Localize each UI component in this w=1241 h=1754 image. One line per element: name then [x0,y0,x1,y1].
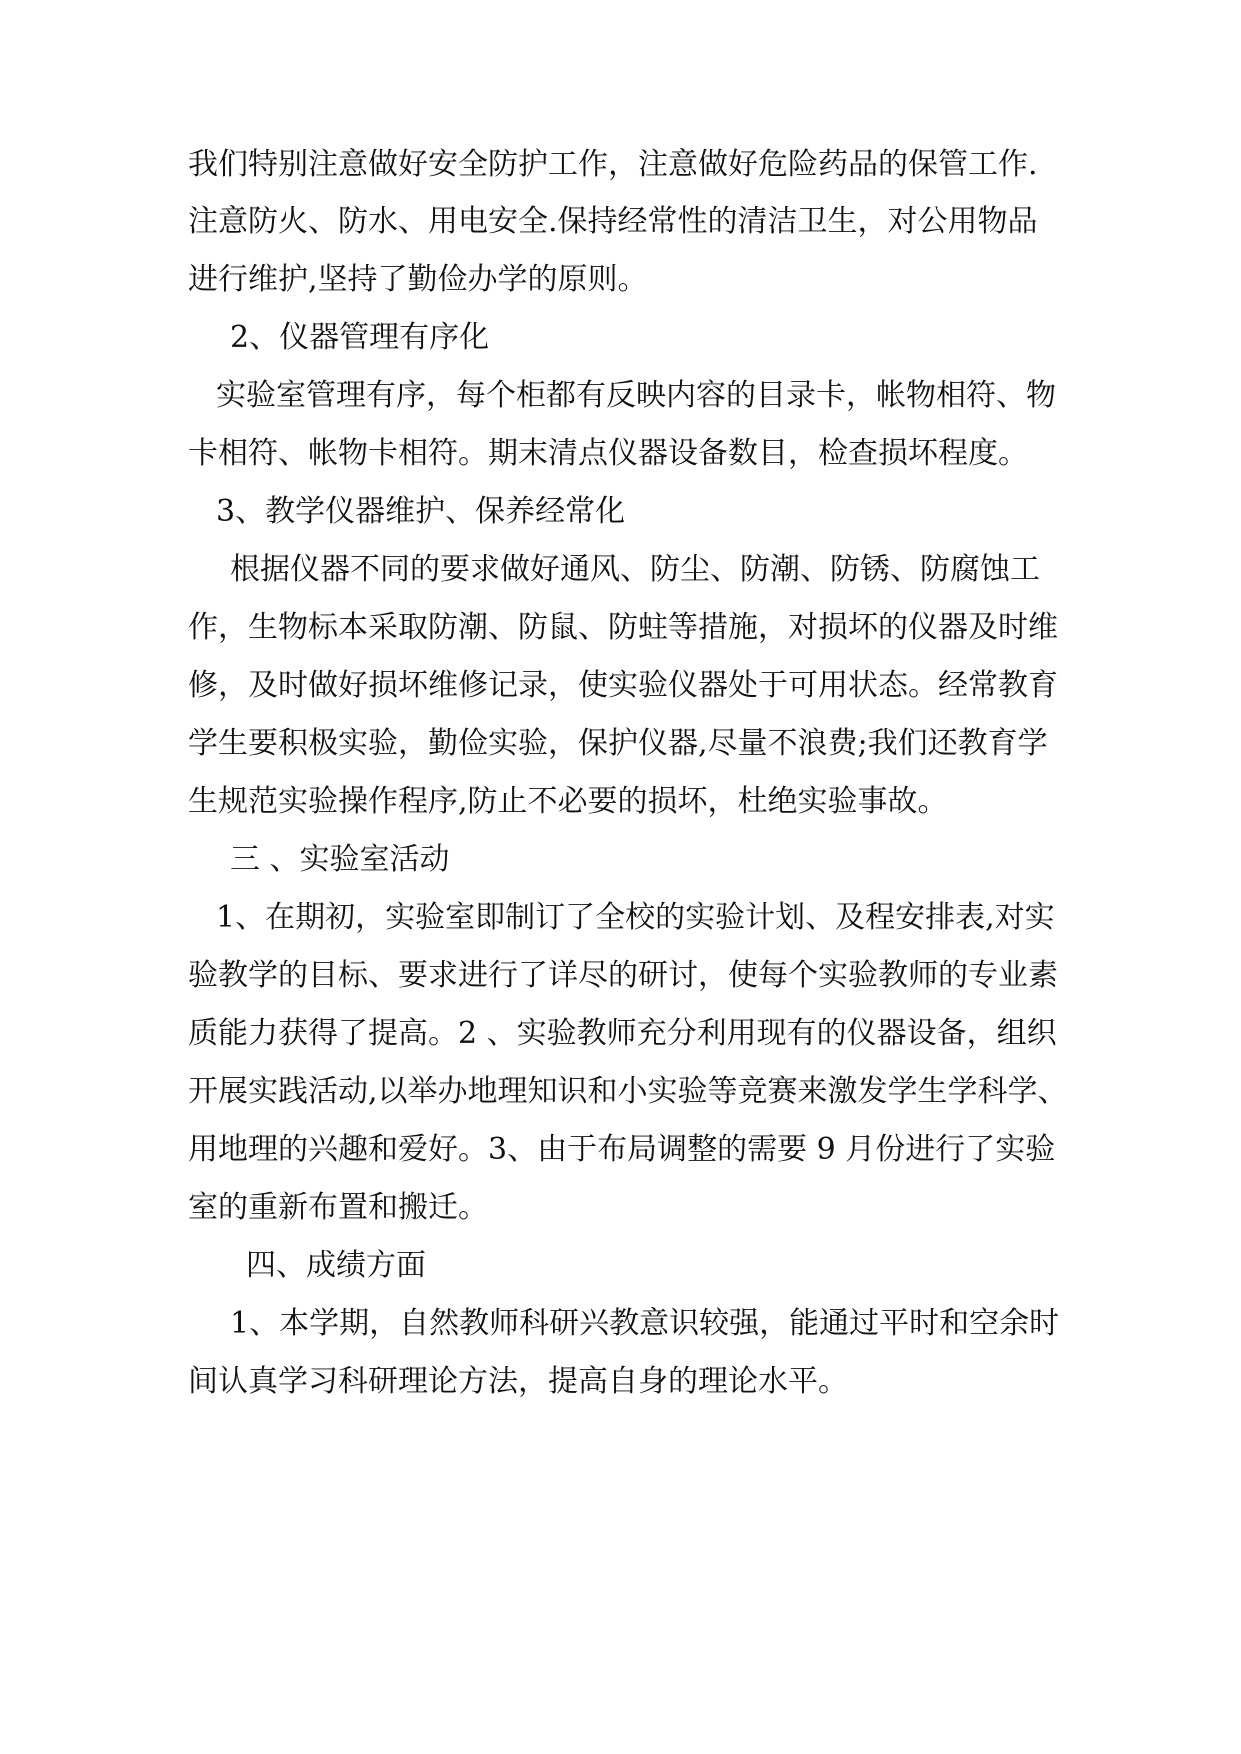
body-line: 质能力获得了提高。2 、实验教师充分利用现有的仪器设备，组织 [188,1016,1057,1051]
body-line: 进行维护,坚持了勤俭办学的原则。 [188,262,648,297]
body-line: 生规范实验操作程序,防止不必要的损坏，杜绝实验事故。 [188,784,948,819]
body-line: 室的重新布置和搬迁。 [188,1190,488,1225]
body-line: 实验室管理有序，每个柜都有反映内容的目录卡，帐物相符、物 [216,378,1056,413]
body-line: 我们特别注意做好安全防护工作，注意做好危险药品的保管工作. [188,147,1038,182]
section-heading: 3、教学仪器维护、保养经常化 [216,494,626,529]
body-line: 1、在期初，实验室即制订了全校的实验计划、及程安排表,对实 [216,900,1055,935]
body-line: 开展实践活动,以举办地理知识和小实验等竞赛来激发学生学科学、 [188,1074,1068,1109]
body-line: 卡相符、帐物卡相符。期末清点仪器设备数目，检查损坏程度。 [188,436,1028,471]
body-line: 作，生物标本采取防潮、防鼠、防蛀等措施，对损坏的仪器及时维 [188,610,1058,645]
section-heading: 四、成绩方面 [246,1248,426,1283]
body-line: 用地理的兴趣和爱好。3、由于布局调整的需要 9 月份进行了实验 [188,1132,1056,1167]
body-line: 验教学的目标、要求进行了详尽的研讨，使每个实验教师的专业素 [188,958,1058,993]
body-line: 根据仪器不同的要求做好通风、防尘、防潮、防锈、防腐蚀工 [230,552,1040,587]
section-heading: 三 、实验室活动 [230,842,450,877]
body-line: 间认真学习科研理论方法，提高自身的理论水平。 [188,1364,848,1399]
body-line: 学生要积极实验，勤俭实验，保护仪器,尽量不浪费;我们还教育学 [188,726,1048,761]
body-line: 1、本学期，自然教师科研兴教意识较强，能通过平时和空余时 [230,1306,1060,1341]
body-line: 注意防火、防水、用电安全.保持经常性的清洁卫生，对公用物品 [188,204,1038,239]
body-line: 修，及时做好损坏维修记录，使实验仪器处于可用状态。经常教育 [188,668,1058,703]
section-heading: 2、仪器管理有序化 [230,320,490,355]
